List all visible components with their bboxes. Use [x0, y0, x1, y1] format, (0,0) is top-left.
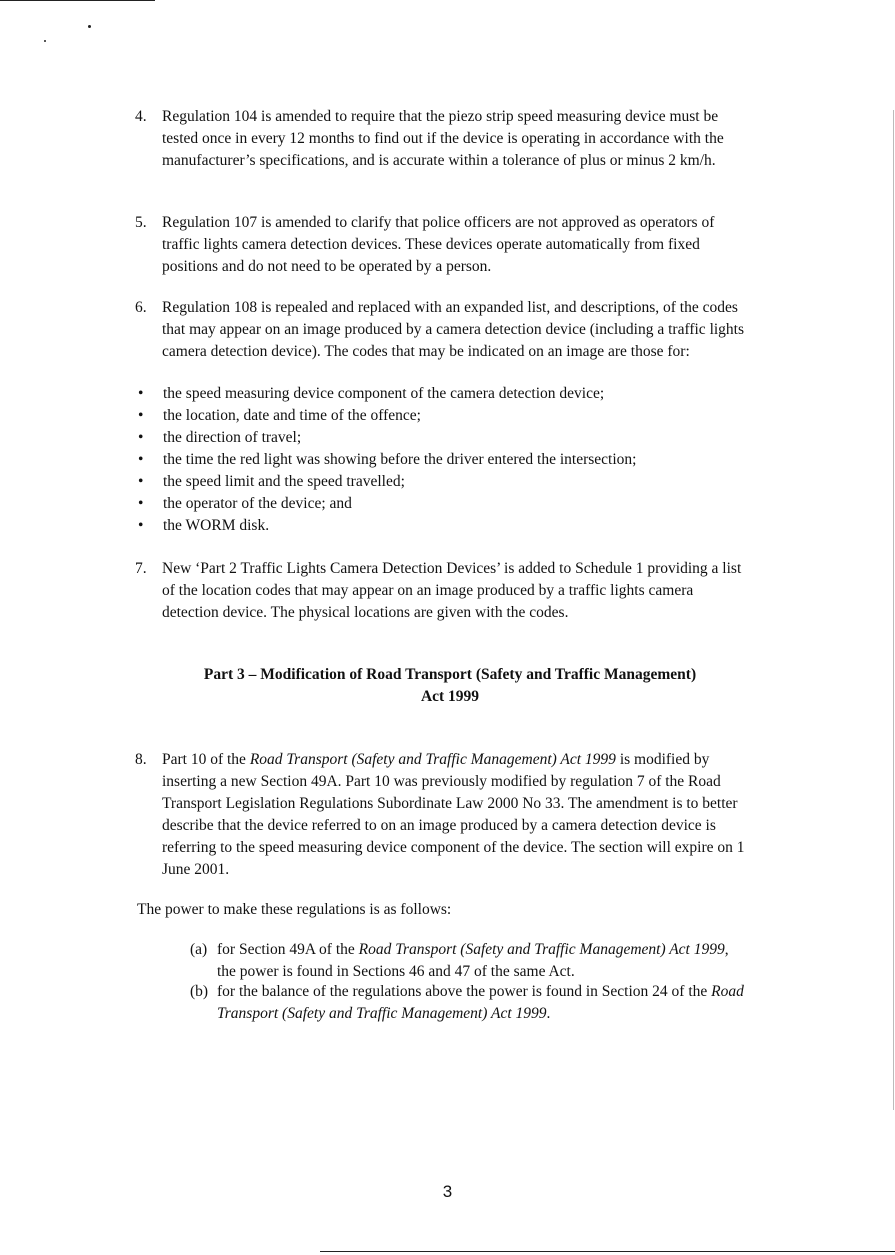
- paragraph-text: Regulation 104 is amended to require that the piezo strip speed measuring device must be tested once in every 12 months to find out if the device is operating in accordance with the manufacturer’s specifications, and is accurate within a tolerance of plus or minus 2 km/h.: [162, 108, 724, 169]
- list-item-text: the time the red light was showing before the driver entered the intersection;: [163, 451, 637, 468]
- paragraph-7: [135, 558, 750, 624]
- scan-edge-bottom: [320, 1251, 895, 1252]
- paragraph-text: Regulation 107 is amended to clarify that police officers are not approved as operators of traffic lights camera detection devices. These devices operate automatically from fixed positions and do not need to be operated by a person.: [162, 214, 715, 275]
- item-label: (a): [190, 941, 208, 958]
- power-item-b: [190, 981, 750, 1025]
- scan-edge-top: [0, 0, 155, 1]
- bullet-icon: •: [138, 385, 144, 402]
- list-item: [138, 405, 738, 427]
- list-item: [138, 449, 738, 471]
- scan-edge-right: [893, 110, 894, 1110]
- scan-speck: [44, 40, 46, 42]
- paragraph-6: [135, 297, 750, 363]
- item-text: [217, 981, 750, 1025]
- list-item-text: the direction of travel;: [163, 429, 302, 446]
- paragraph-number: 8.: [135, 751, 147, 768]
- list-item: [138, 471, 738, 493]
- list-item-text: the operator of the device; and: [163, 495, 352, 512]
- list-item-text: the speed limit and the speed travelled;: [163, 473, 405, 490]
- heading-line-1: Part 3 – Modification of Road Transport (Safety and Traffic Management): [203, 666, 697, 683]
- bullet-icon: •: [138, 451, 144, 468]
- section-heading: [150, 664, 750, 708]
- list-item-text: the location, date and time of the offence;: [163, 407, 421, 424]
- codes-bullet-list: [138, 383, 738, 537]
- paragraph-8: [135, 749, 750, 881]
- list-item: [138, 515, 738, 537]
- text-run: .: [546, 1005, 551, 1022]
- paragraph-text: New ‘Part 2 Traffic Lights Camera Detection Devices’ is added to Schedule 1 providing a list of the location codes that may appear on an image produced by a traffic lights camera detection device. The physical locations are given with the codes.: [162, 560, 742, 621]
- act-title: Road Transport (Safety and Traffic Management) Act 1999: [217, 983, 744, 1022]
- act-title: Road Transport (Safety and Traffic Management) Act 1999: [249, 751, 616, 768]
- list-item-text: the WORM disk.: [163, 517, 270, 534]
- page-number: 3: [442, 1182, 453, 1201]
- power-item-a: [190, 939, 750, 983]
- list-item: [138, 427, 738, 449]
- paragraph-number: 5.: [135, 214, 147, 231]
- scan-speck: [88, 25, 91, 28]
- bullet-icon: •: [138, 495, 144, 512]
- bullet-icon: •: [138, 407, 144, 424]
- paragraph-number: 6.: [135, 299, 147, 316]
- paragraph-number: 7.: [135, 560, 147, 577]
- paragraph-number: 4.: [135, 108, 147, 125]
- bullet-icon: •: [138, 517, 144, 534]
- power-intro: The power to make these regulations is as follows:: [137, 901, 452, 918]
- act-title: Road Transport (Safety and Traffic Management) Act 1999: [358, 941, 725, 958]
- paragraph-4: [135, 106, 750, 172]
- text-run: Part 10 of the: [162, 751, 250, 768]
- bullet-icon: •: [138, 429, 144, 446]
- item-label: (b): [190, 983, 209, 1000]
- text-run: is modified by inserting a new Section 49A. Part 10 was previously modified by regulation 7 of the Road Transport Legislation Regulations Subordinate Law 2000 No 33. The amendment is to better describe that the device referred to on an image produced by a camera detection device is referring to the speed measuring device component of the device. The section will expire on 1 June 2001.: [162, 751, 745, 878]
- text-run: for the balance of the regulations above the power is found in Section 24 of the: [217, 983, 712, 1000]
- paragraph-text: Regulation 108 is repealed and replaced with an expanded list, and descriptions, of the codes that may appear on an image produced by a camera detection device (including a traffic lights camera detection device). The codes that may be indicated on an image are those for:: [162, 299, 745, 360]
- paragraph-5: [135, 212, 750, 278]
- text-run: for Section 49A of the: [217, 941, 359, 958]
- list-item-text: the speed measuring device component of the camera detection device;: [163, 385, 605, 402]
- text-run: , the power is found in Sections 46 and 47 of the same Act.: [217, 941, 729, 980]
- list-item: [138, 383, 738, 405]
- heading-line-2: Act 1999: [420, 688, 480, 705]
- item-text: [217, 939, 750, 983]
- list-item: [138, 493, 738, 515]
- bullet-icon: •: [138, 473, 144, 490]
- paragraph-text: [162, 749, 750, 881]
